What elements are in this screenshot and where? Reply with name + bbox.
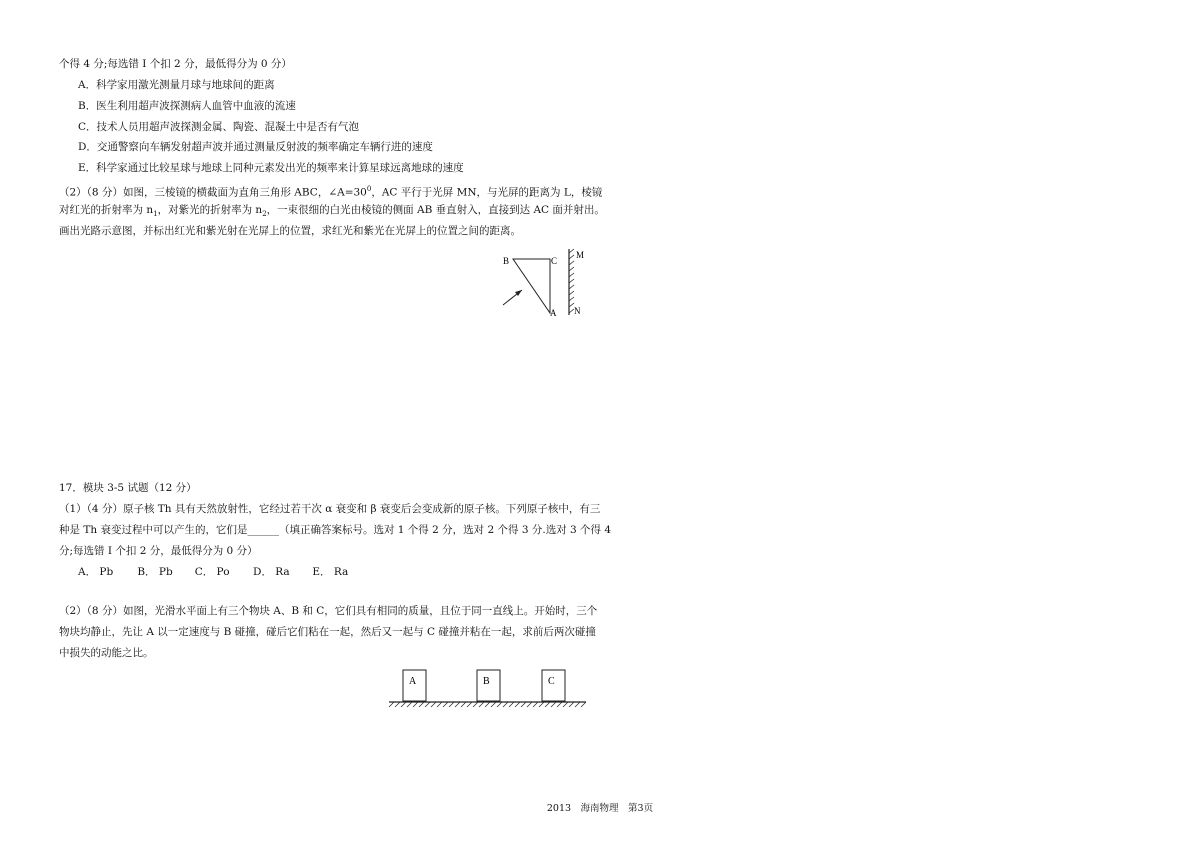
q17-part1-line1: （1）（4 分）原子核 Th 具有天然放射性，它经过若干次 α 衰变和 β 衰变后会变成新的原子核。下列原子核中，有三	[59, 503, 601, 515]
q16-option-a: A．科学家用激光测量月球与地球间的距离	[78, 79, 275, 91]
page-footer: 2013 海南物理 第3页	[546, 803, 654, 814]
label-a: A	[550, 308, 557, 318]
q16-part2-line1	[59, 182, 602, 200]
q16-option-c: C．技术人员用超声波探测金属、陶瓷、混凝土中是否有气泡	[78, 121, 360, 133]
q17-option-e: E． Ra	[312, 566, 349, 578]
block-b-label: B	[483, 676, 490, 687]
ground-hatching	[389, 702, 586, 707]
blocks-figure	[385, 665, 590, 715]
q16-part2-line1-post: ，AC 平行于光屏 MN，与光屏的距离为 L，棱镜	[371, 186, 603, 199]
q16-option-b: B．医生利用超声波探测病人血管中血液的流速	[78, 100, 296, 112]
label-m: M	[576, 250, 585, 260]
block-c-label: C	[548, 676, 555, 687]
q17-option-a: A． Pb	[78, 566, 114, 578]
q16-part2-line3: 画出光路示意图，并标出红光和紫光射在光屏上的位置，求红光和紫光在光屏上的位置之间的距离。	[59, 225, 521, 237]
q16-option-d: D．交通警察向车辆发射超声波并通过测量反射波的频率确定车辆行进的速度	[78, 141, 433, 153]
q17-option-c: C． Po	[194, 566, 230, 578]
screen-hatching	[569, 249, 574, 313]
label-c: C	[551, 256, 558, 266]
q16-part2-line2-a: 对红光的折射率为 n	[59, 204, 154, 216]
q16-part2-line1-pre: （2）（8 分）如图，三棱镜的横截面为直角三角形 ABC，∠A=30	[59, 186, 367, 199]
degree-sup: 0	[366, 185, 372, 193]
label-n: N	[574, 306, 581, 316]
prism-triangle	[513, 259, 550, 313]
q17-option-b: B． Pb	[137, 566, 173, 578]
q17-part2-line3: 中损失的动能之比。	[59, 647, 154, 659]
q16-part2-line2-b: ，对紫光的折射率为 n	[157, 204, 263, 216]
q17-option-d: D． Ra	[253, 566, 290, 578]
q16-option-e: E．科学家通过比较星球与地球上同种元素发出光的频率来计算星球远离地球的速度	[78, 162, 464, 174]
n1-sub: 1	[153, 210, 158, 219]
n2-sub: 2	[262, 210, 267, 219]
q17-part2-line1: （2）（8 分）如图，光滑水平面上有三个物块 A、B 和 C，它们具有相同的质量，且位于同一直线上。开始时，三个	[59, 605, 598, 617]
q16-part2-line2	[59, 203, 605, 221]
label-b: B	[503, 256, 510, 266]
prism-figure	[495, 245, 595, 323]
q17-part1-line3: 分;每选错 I 个扣 2 分，最低得分为 0 分）	[59, 545, 258, 557]
q17-part1-options	[78, 565, 348, 579]
q17-part2-line2: 物块均静止，先让 A 以一定速度与 B 碰撞，碰后它们粘在一起，然后又一起与 C 碰撞并粘在一起，求前后两次碰撞	[59, 626, 596, 638]
q16-part2-line2-c: ，一束很细的白光由棱镜的侧面 AB 垂直射入，直接到达 AC 面并射出。	[266, 204, 605, 216]
q17-part1-line2: 种是 Th 衰变过程中可以产生的，它们是______（填正确答案标号。选对 1 个得 2 分，选对 2 个得 3 分.选对 3 个得 4	[59, 524, 612, 536]
q17-title: 17．模块 3-5 试题（12 分）	[59, 482, 197, 494]
block-a-label: A	[409, 676, 417, 687]
q16-intro: 个得 4 分;每选错 I 个扣 2 分，最低得分为 0 分）	[59, 58, 292, 70]
